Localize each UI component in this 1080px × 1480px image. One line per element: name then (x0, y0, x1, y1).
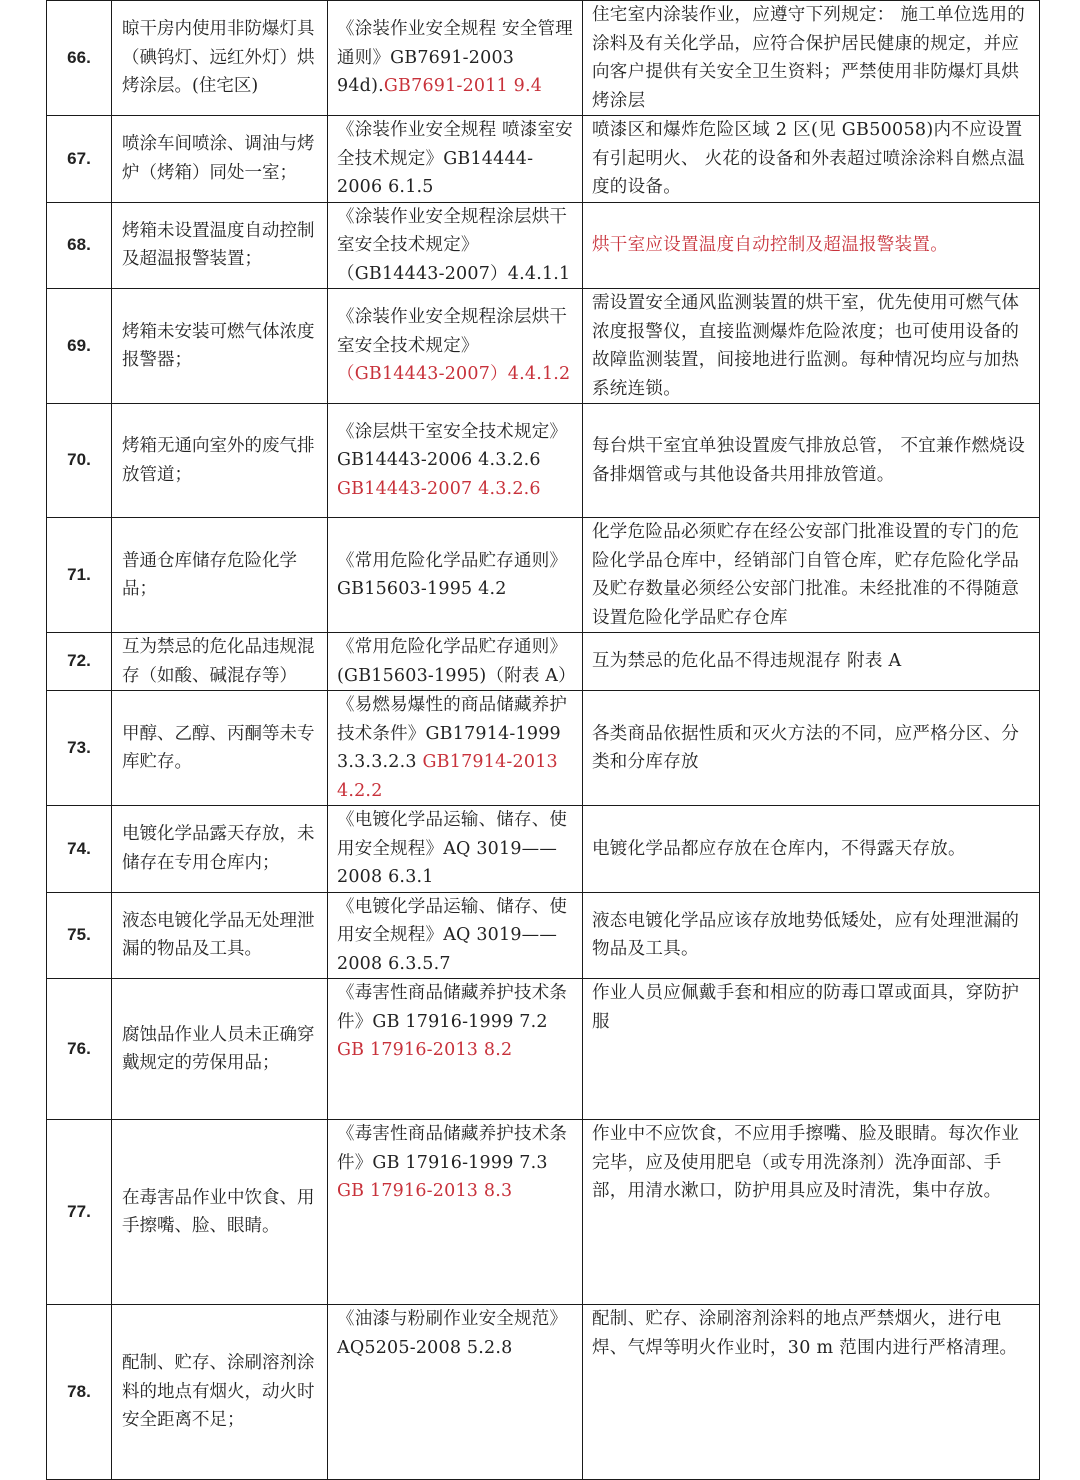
table-row (47, 289, 1040, 404)
table-row (47, 1120, 1040, 1305)
requirement-cell: 作业人员应佩戴手套和相应的防毒口罩或面具，穿防护服 (583, 979, 1040, 1120)
row-number: 71. (47, 518, 112, 633)
issue-cell: 互为禁忌的危化品违规混存（如酸、碱混存等） (112, 633, 328, 691)
requirement-cell: 液态电镀化学品应该存放地势低矮处，应有处理泄漏的物品及工具。 (583, 892, 1040, 979)
row-number: 70. (47, 404, 112, 518)
row-number: 73. (47, 691, 112, 806)
issue-cell: 配制、贮存、涂刷溶剂涂料的地点有烟火，动火时安全距离不足； (112, 1305, 328, 1480)
table-row (47, 1, 1040, 116)
table-row (47, 518, 1040, 633)
issue-cell: 普通仓库储存危险化学品； (112, 518, 328, 633)
standard-cell (328, 1120, 583, 1305)
revised-standard: GB 17916-2013 8.2 (337, 1040, 513, 1060)
revised-standard: GB7691-2011 9.4 (383, 76, 543, 97)
row-number: 75. (47, 892, 112, 979)
row-number: 74. (47, 806, 112, 893)
table-row (47, 979, 1040, 1120)
revised-standard: GB17914-2013 4.2.2 (337, 752, 558, 801)
table-row (47, 1305, 1040, 1480)
row-number: 69. (47, 289, 112, 404)
standard-text: 《涂层烘干室安全技术规定》 GB14443-2006 4.3.2.6 (337, 421, 568, 471)
issue-cell: 烤箱未设置温度自动控制及超温报警装置； (112, 202, 328, 289)
row-number: 68. (47, 202, 112, 289)
issue-cell: 电镀化学品露天存放，未储存在专用仓库内； (112, 806, 328, 893)
requirement-cell: 作业中不应饮食，不应用手擦嘴、脸及眼睛。每次作业完毕，应及使用肥皂（或专用洗涤剂）洗净面部、手部，用清水漱口，防护用具应及时清洗，集中存放。 (583, 1120, 1040, 1305)
requirement-cell: 需设置安全通风监测装置的烘干室，优先使用可燃气体浓度报警仪，直接监测爆炸危险浓度；也可使用设备的故障监测装置，间接地进行监测。每种情况均应与加热系统连锁。 (583, 289, 1040, 404)
standard-text: 《毒害性商品储藏养护技术条件》GB 17916-1999 7.2 (337, 983, 568, 1032)
issue-cell: 晾干房内使用非防爆灯具（碘钨灯、远红外灯）烘烤涂层。(住宅区) (112, 1, 328, 116)
revised-standard: GB14443-2007 4.3.2.6 (337, 478, 541, 499)
requirement-cell: 互为禁忌的危化品不得违规混存 附表 A (583, 633, 1040, 691)
row-number: 78. (47, 1305, 112, 1480)
requirement-cell: 烘干室应设置温度自动控制及超温报警装置。 (583, 202, 1040, 289)
standard-cell (328, 806, 583, 893)
standard-cell (328, 1, 583, 116)
standard-text: 《涂装作业安全规程 安全管理通则》GB7691-2003 94d). (337, 19, 573, 97)
table-row (47, 116, 1040, 203)
standard-text: 《常用危险化学品贮存通则》GB15603-1995 4.2 (337, 550, 568, 599)
standards-table-page (46, 0, 1039, 1480)
table-row (47, 202, 1040, 289)
standard-cell (328, 1305, 583, 1480)
table-row (47, 892, 1040, 979)
requirement-cell: 喷漆区和爆炸危险区域 2 区(见 GB50058)内不应设置有引起明火、 火花的设备和外表超过喷涂涂料自燃点温度的设备。 (583, 116, 1040, 203)
standard-text: 《涂装作业安全规程 喷漆室安全技术规定》GB14444-2006 6.1.5 (337, 120, 573, 197)
table-row (47, 691, 1040, 806)
issue-cell: 烤箱无通向室外的废气排放管道； (112, 404, 328, 518)
row-number: 77. (47, 1120, 112, 1305)
revised-standard: （GB14443-2007）4.4.1.2 (337, 364, 571, 385)
standard-cell (328, 289, 583, 404)
standard-cell (328, 691, 583, 806)
table-row (47, 633, 1040, 691)
hazard-standards-table (46, 0, 1040, 1480)
standard-text: 《涂装作业安全规程涂层烘干室安全技术规定》 (337, 307, 568, 356)
issue-cell: 腐蚀品作业人员未正确穿戴规定的劳保用品； (112, 979, 328, 1120)
requirement-cell: 电镀化学品都应存放在仓库内，不得露天存放。 (583, 806, 1040, 893)
requirement-cell: 化学危险品必须贮存在经公安部门批准设置的专门的危险化学品仓库中，经销部门自管仓库，贮存危险化学品及贮存数量必须经公安部门批准。未经批准的不得随意设置危险化学品贮存仓库 (583, 518, 1040, 633)
requirement-cell: 住宅室内涂装作业，应遵守下列规定： 施工单位选用的涂料及有关化学品，应符合保护居民健康的规定，并应向客户提供有关安全卫生资料；严禁使用非防爆灯具烘烤涂层 (583, 1, 1040, 116)
standard-cell (328, 202, 583, 289)
row-number: 66. (47, 1, 112, 116)
issue-cell: 甲醇、乙醇、丙酮等未专库贮存。 (112, 691, 328, 806)
revised-standard: GB 17916-2013 8.3 (337, 1181, 513, 1201)
standard-text: 《常用危险化学品贮存通则》(GB15603-1995)（附表 A） (337, 637, 576, 686)
standard-text: 《毒害性商品储藏养护技术条件》GB 17916-1999 7.3 (337, 1124, 568, 1173)
row-number: 67. (47, 116, 112, 203)
standard-cell (328, 979, 583, 1120)
issue-cell: 喷涂车间喷涂、调油与烤炉（烤箱）同处一室； (112, 116, 328, 203)
row-number: 76. (47, 979, 112, 1120)
requirement-cell: 每台烘干室宜单独设置废气排放总管， 不宜兼作燃烧设备排烟管或与其他设备共用排放管道。 (583, 404, 1040, 518)
standard-cell (328, 404, 583, 518)
table-row (47, 404, 1040, 518)
row-number: 72. (47, 633, 112, 691)
standard-text: 《电镀化学品运输、储存、使用安全规程》AQ 3019——2008 6.3.1 (337, 810, 568, 887)
table-row (47, 806, 1040, 893)
standard-cell (328, 518, 583, 633)
standard-text: 《易燃易爆性的商品储藏养护技术条件》GB17914-1999 3.3.3.2.3 (337, 695, 568, 772)
requirement-cell: 配制、贮存、涂刷溶剂涂料的地点严禁烟火，进行电焊、气焊等明火作业时，30 m 范围内进行严格清理。 (583, 1305, 1040, 1480)
standard-cell (328, 633, 583, 691)
issue-cell: 烤箱未安装可燃气体浓度报警器； (112, 289, 328, 404)
standard-text: 《电镀化学品运输、储存、使用安全规程》AQ 3019——2008 6.3.5.7 (337, 896, 568, 974)
issue-cell: 液态电镀化学品无处理泄漏的物品及工具。 (112, 892, 328, 979)
issue-cell: 在毒害品作业中饮食、用手擦嘴、脸、眼睛。 (112, 1120, 328, 1305)
standard-text: 《油漆与粉刷作业安全规范》AQ5205-2008 5.2.8 (337, 1309, 568, 1358)
standard-text: 《涂装作业安全规程涂层烘干室安全技术规定》（GB14443-2007）4.4.1.1 (337, 206, 571, 284)
requirement-cell: 各类商品依据性质和灭火方法的不同，应严格分区、分类和分库存放 (583, 691, 1040, 806)
standard-cell (328, 116, 583, 203)
standard-cell (328, 892, 583, 979)
